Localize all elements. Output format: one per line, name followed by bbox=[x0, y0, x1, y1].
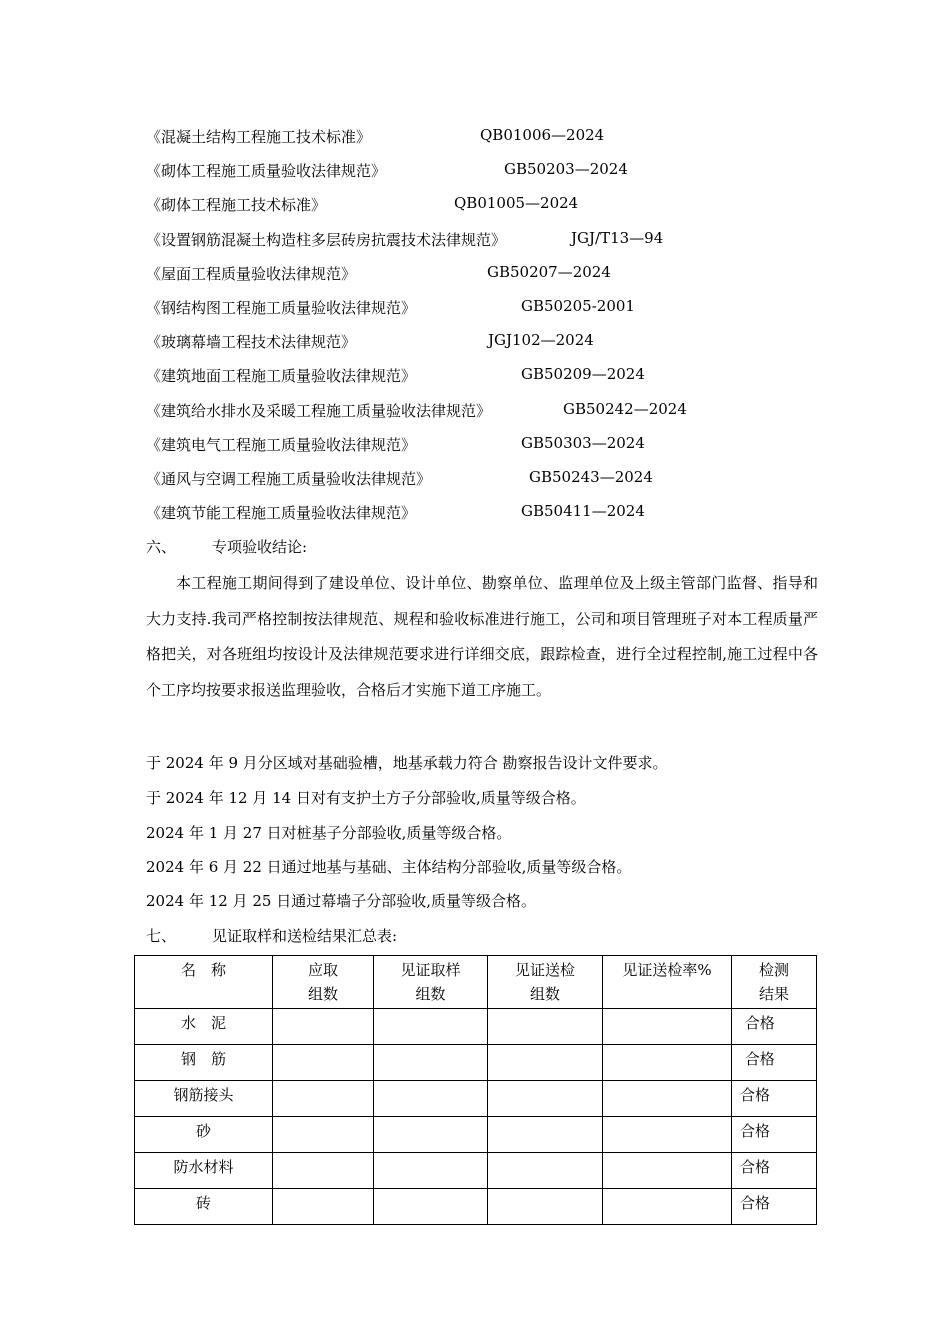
table-cell bbox=[488, 1045, 603, 1081]
section-6-heading bbox=[146, 536, 307, 557]
result-cell: 合格 bbox=[732, 1153, 817, 1189]
table-cell bbox=[603, 1009, 732, 1045]
table-row bbox=[135, 1153, 817, 1189]
standard-title: 《钢结构图工程施工质量验收法律规范》 bbox=[146, 299, 417, 317]
table-cell bbox=[374, 1081, 488, 1117]
table-row bbox=[135, 1081, 817, 1117]
result-cell: 合格 bbox=[732, 1081, 817, 1117]
standard-title: 《建筑给水排水及采暖工程施工质量验收法律规范》 bbox=[146, 401, 492, 420]
table-cell bbox=[273, 1045, 374, 1081]
material-name-cell: 水 泥 bbox=[135, 1009, 273, 1045]
standard-title: 《屋面工程质量验收法律规范》 bbox=[146, 264, 357, 283]
table-cell bbox=[488, 1081, 603, 1117]
section-7-number: 七、 bbox=[146, 927, 177, 945]
table-cell bbox=[488, 1009, 603, 1045]
standard-code: GB50242—2024 bbox=[563, 399, 687, 418]
table-cell bbox=[273, 1189, 374, 1225]
standard-code: QB01005—2024 bbox=[454, 194, 579, 213]
standard-title: 《砌体工程施工质量验收法律规范》 bbox=[146, 162, 387, 181]
table-cell bbox=[603, 1153, 732, 1189]
table-row bbox=[135, 1009, 817, 1045]
result-cell: 合格 bbox=[732, 1189, 817, 1225]
table-header-row bbox=[135, 956, 817, 1009]
table-cell bbox=[488, 1189, 603, 1225]
standard-code: GB50411—2024 bbox=[521, 502, 645, 521]
table-row bbox=[135, 1117, 817, 1153]
table-cell bbox=[273, 1117, 374, 1153]
table-header-cell: 见证送检率% bbox=[603, 956, 732, 1009]
table-cell bbox=[374, 1045, 488, 1081]
acceptance-line: 2024 年 12 月 25 日通过幕墙子分部验收,质量等级合格。 bbox=[146, 892, 536, 910]
acceptance-line: 于 2024 年 12 月 14 日对有支护土方子分部验收,质量等级合格。 bbox=[146, 789, 586, 807]
result-cell: 合格 bbox=[732, 1117, 817, 1153]
table-row bbox=[135, 1045, 817, 1081]
material-name-cell: 钢 筋 bbox=[135, 1045, 273, 1081]
table-cell bbox=[374, 1117, 488, 1153]
section-6-title: 专项验收结论: bbox=[212, 538, 308, 556]
section-7-title: 见证取样和送检结果汇总表: bbox=[212, 927, 398, 945]
table-cell bbox=[603, 1117, 732, 1153]
table-header-cell: 见证取样 组数 bbox=[374, 956, 488, 1009]
standard-code: GB50303—2024 bbox=[521, 433, 645, 452]
standard-title: 《建筑电气工程施工质量验收法律规范》 bbox=[146, 435, 417, 454]
table-cell bbox=[273, 1153, 374, 1189]
table-header-cell: 检测 结果 bbox=[732, 956, 817, 1009]
material-name-cell: 钢筋接头 bbox=[135, 1081, 273, 1117]
acceptance-line: 2024 年 1 月 27 日对桩基子分部验收,质量等级合格。 bbox=[146, 824, 512, 842]
standard-code: JGJ/T13—94 bbox=[571, 228, 664, 247]
section-6-number: 六、 bbox=[146, 538, 177, 556]
table-row bbox=[135, 1189, 817, 1225]
table-body bbox=[135, 1009, 817, 1225]
standard-code: GB50207—2024 bbox=[487, 262, 611, 281]
standard-title: 《通风与空调工程施工质量验收法律规范》 bbox=[146, 470, 432, 488]
standard-title: 《玻璃幕墙工程技术法律规范》 bbox=[146, 333, 357, 352]
table-cell bbox=[488, 1117, 603, 1153]
table-cell bbox=[374, 1189, 488, 1225]
standard-title: 《设置钢筋混凝土构造柱多层砖房抗震技术法律规范》 bbox=[146, 230, 507, 249]
table-header-cell: 名 称 bbox=[135, 956, 273, 1009]
standard-title: 《混凝土结构工程施工技术标准》 bbox=[146, 128, 372, 146]
acceptance-line: 于 2024 年 9 月分区域对基础验槽，地基承载力符合 勘察报告设计文件要求。 bbox=[146, 754, 668, 772]
acceptance-line: 2024 年 6 月 22 日通过地基与基础、主体结构分部验收,质量等级合格。 bbox=[146, 858, 632, 876]
table-cell bbox=[488, 1153, 603, 1189]
table-cell bbox=[374, 1009, 488, 1045]
standard-title: 《建筑节能工程施工质量验收法律规范》 bbox=[146, 504, 417, 523]
table-cell bbox=[273, 1009, 374, 1045]
material-name-cell: 防水材料 bbox=[135, 1153, 273, 1189]
standard-title: 《建筑地面工程施工质量验收法律规范》 bbox=[146, 367, 417, 386]
table-cell bbox=[374, 1153, 488, 1189]
result-cell: 合格 bbox=[732, 1045, 817, 1081]
table-header-cell: 见证送检 组数 bbox=[488, 956, 603, 1009]
table-cell bbox=[603, 1189, 732, 1225]
standard-title: 《砌体工程施工技术标准》 bbox=[146, 196, 327, 215]
table-header-cell: 应取 组数 bbox=[273, 956, 374, 1009]
standard-code: JGJ102—2024 bbox=[488, 331, 594, 350]
standard-code: GB50243—2024 bbox=[529, 468, 653, 486]
witness-sampling-table bbox=[134, 955, 817, 1225]
table-cell bbox=[603, 1045, 732, 1081]
standard-code: GB50203—2024 bbox=[504, 160, 628, 179]
material-name-cell: 砂 bbox=[135, 1117, 273, 1153]
standard-code: GB50205-2001 bbox=[521, 297, 635, 315]
material-name-cell: 砖 bbox=[135, 1189, 273, 1225]
standard-code: QB01006—2024 bbox=[480, 126, 605, 144]
result-cell: 合格 bbox=[732, 1009, 817, 1045]
table-cell bbox=[603, 1081, 732, 1117]
standard-code: GB50209—2024 bbox=[521, 365, 645, 384]
table-cell bbox=[273, 1081, 374, 1117]
section-6-paragraph: 本工程施工期间得到了建设单位、设计单位、勘察单位、监理单位及上级主管部门监督、指导和大力支持.我司严格控制按法律规范、规程和验收标准进行施工，公司和项目管理班子对本工程质量严格把关，对各班组均按设计及法律规范要求进行详细交底，跟踪检查，进行全过程控制,施工过程中各个工序均按要求报送监理验收，合格后才实施下道工序施工。 bbox=[146, 574, 818, 699]
section-7-heading bbox=[146, 925, 397, 946]
